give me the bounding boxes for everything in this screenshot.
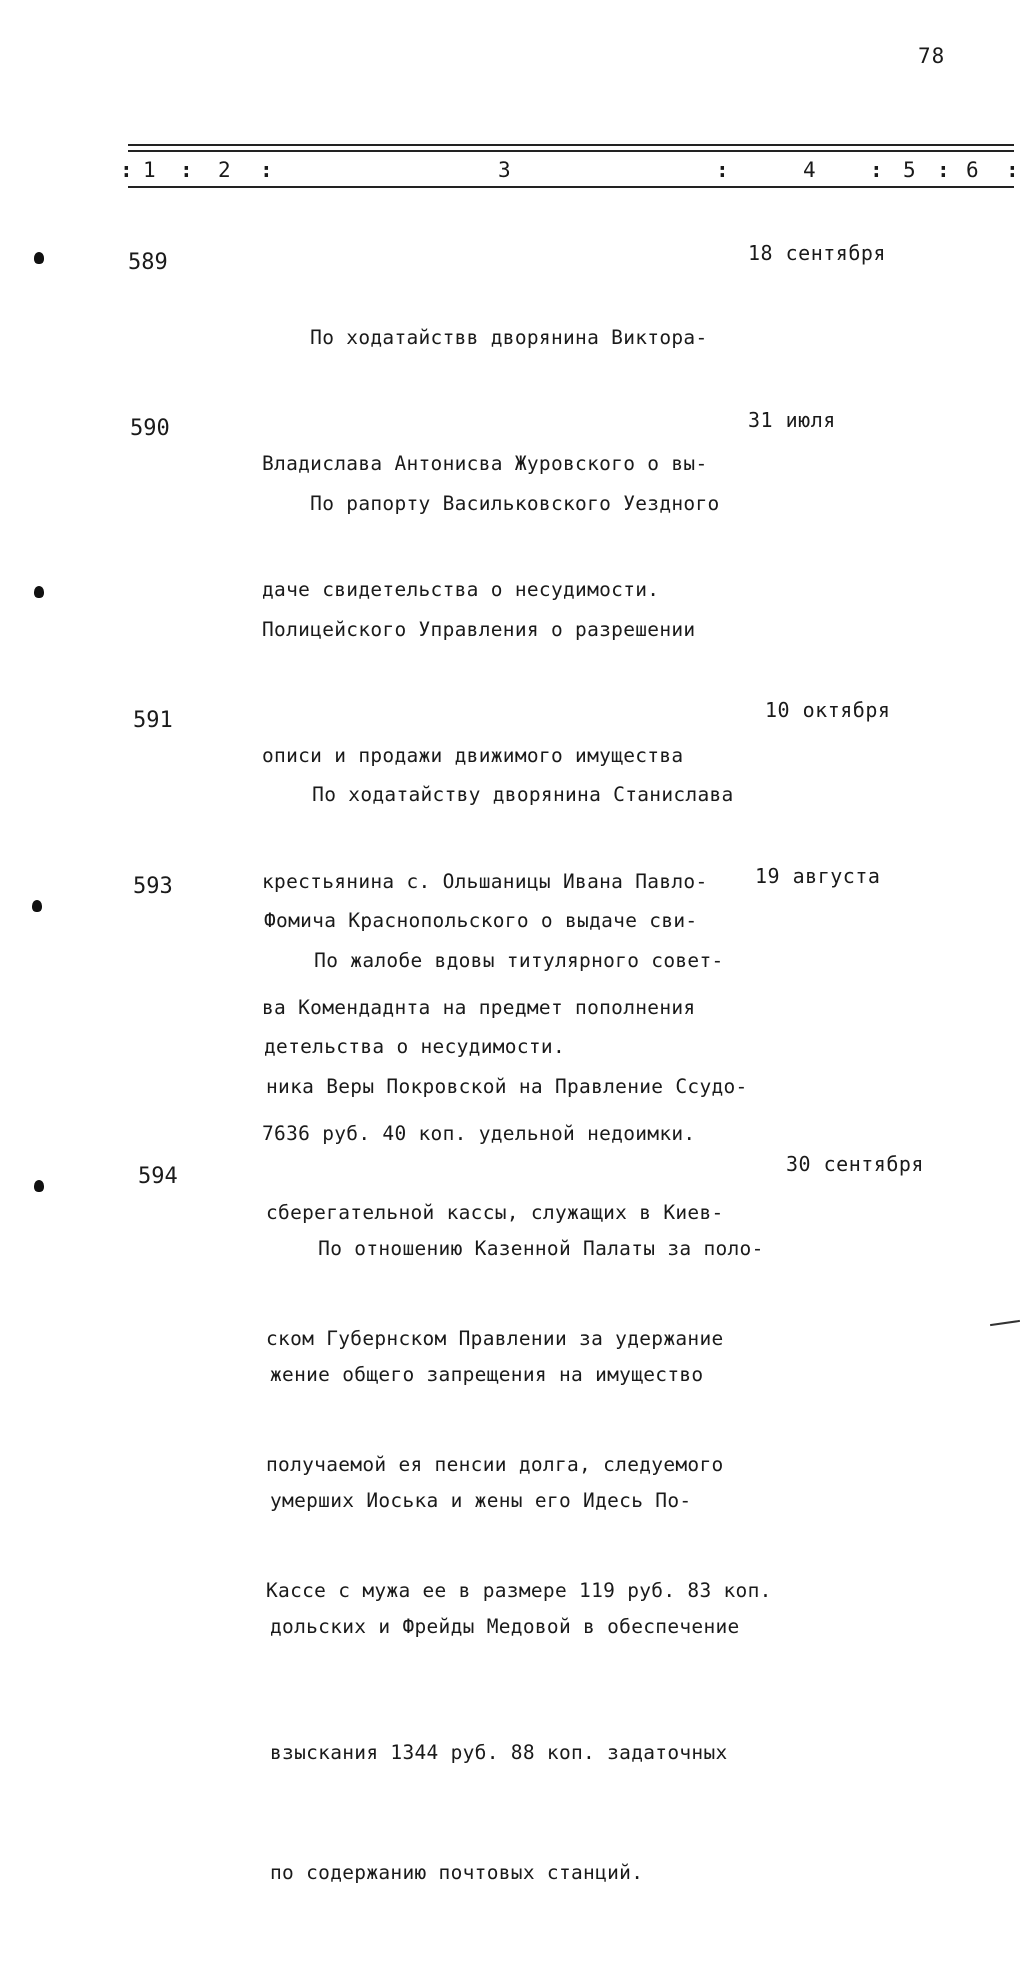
entry-line: умерших Иоська и жены его Идесь По-: [270, 1489, 692, 1512]
entry-line: дольских и Фрейды Медовой в обеспечение: [270, 1615, 740, 1638]
column-header-5: 5: [903, 158, 916, 182]
entry-line: даче свидетельства о несудимости.: [262, 578, 660, 601]
entry-number: 591: [133, 708, 173, 733]
entry-date: 19 августа: [755, 864, 881, 888]
column-header-3: 3: [498, 158, 511, 182]
entry-date: 30 сентября: [786, 1152, 924, 1176]
binding-hole-mark: [34, 1180, 44, 1192]
entry-line: 7636 руб. 40 коп. удельной недоимки.: [262, 1122, 696, 1145]
column-header-4: 4: [803, 158, 816, 182]
entry-line: Фомича Краснопольского о выдаче сви-: [264, 909, 698, 932]
entry-line: ва Комендаднта на предмет пополнения: [262, 996, 696, 1019]
column-separator: :: [937, 158, 950, 182]
entry-line: взыскания 1344 руб. 88 коп. задаточных: [270, 1741, 728, 1764]
entry-line: Кассе с мужа ее в размере 119 руб. 83 коп.: [266, 1579, 772, 1602]
column-separator: :: [180, 158, 193, 182]
entry-date: 18 сентября: [748, 241, 886, 265]
column-separator: :: [120, 158, 133, 182]
column-separator: :: [716, 158, 729, 182]
header-rule-top-2: [128, 150, 1014, 152]
entry-line: ника Веры Покровской на Правление Ссудо-: [266, 1075, 748, 1098]
entry-date: 31 июля: [748, 408, 836, 432]
entry-number: 593: [133, 874, 173, 899]
entry-line: описи и продажи движимого имущества: [262, 744, 684, 767]
entry-number: 590: [130, 416, 170, 441]
header-rule-bottom: [128, 186, 1014, 188]
entry-description: [270, 1144, 764, 1972]
entry-line: По рапорту Васильковского Уездного: [262, 492, 720, 515]
entry-date: 10 октября: [765, 698, 891, 722]
entry-line: По отношению Казенной Палаты за поло-: [270, 1237, 764, 1260]
binding-hole-mark: [32, 900, 42, 912]
column-separator: :: [870, 158, 883, 182]
entry-line: По жалобе вдовы титулярного совет-: [266, 949, 724, 972]
column-header-2: 2: [218, 158, 231, 182]
entry-line: По ходатайствв дворянина Виктора-: [262, 326, 708, 349]
header-rule-top: [128, 144, 1014, 146]
entry-number: 594: [138, 1164, 178, 1189]
entry-line: по содержанию почтовых станций.: [270, 1861, 644, 1884]
binding-hole-mark: [34, 586, 44, 598]
column-separator: :: [1006, 158, 1019, 182]
entry-line: сберегательной кассы, служащих в Киев-: [266, 1201, 724, 1224]
page-number: 78: [918, 44, 946, 68]
entry-line: Полицейского Управления о разрешении: [262, 618, 696, 641]
entry-line: Владислава Антонисва Журовского о вы-: [262, 452, 708, 475]
entry-line: крестьянина с. Ольшаницы Ивана Павло-: [262, 870, 708, 893]
entry-line: ском Губернском Правлении за удержание: [266, 1327, 724, 1350]
column-separator: :: [260, 158, 273, 182]
margin-stroke: [990, 1320, 1020, 1326]
binding-hole-mark: [34, 252, 44, 264]
entry-line: По ходатайству дворянина Станислава: [264, 783, 734, 806]
entry-line: получаемой ея пенсии долга, следуемого: [266, 1453, 724, 1476]
entry-line: детельства о несудимости.: [264, 1035, 565, 1058]
entry-number: 589: [128, 250, 168, 275]
entry-line: жение общего запрещения на имущество: [270, 1363, 704, 1386]
column-header-1: 1: [143, 158, 156, 182]
column-header-6: 6: [966, 158, 979, 182]
